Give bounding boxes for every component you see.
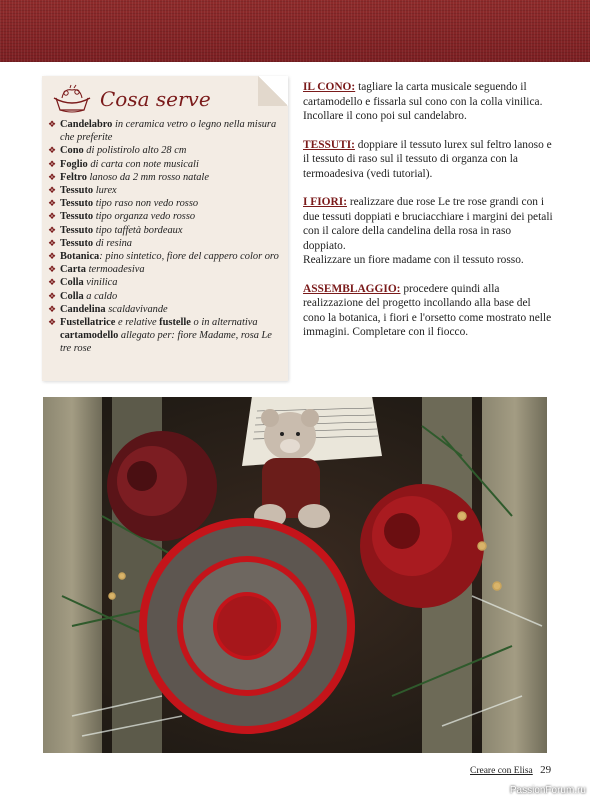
material-name: Feltro — [60, 171, 87, 183]
instruction-heading: TESSUTI: — [303, 138, 355, 151]
material-detail: allegato per: fiore Madame, rosa Le tre rose — [60, 330, 272, 355]
material-name: Tessuto — [60, 211, 94, 223]
instruction-text: doppiare il tessuto lurex sul feltro lanoso e il tessuto di raso sul il tessuto di organza con la termoadesiva (vedi tutorial). — [303, 138, 552, 180]
material-name: Fustellatrice — [60, 317, 116, 329]
instruction-text: Incollare il cono poi sul candelabro. — [303, 110, 467, 122]
material-item — [48, 250, 284, 263]
instructions — [303, 80, 555, 354]
instruction-text: tagliare la carta musicale seguendo il cartamodello e fissarla sul cono con la colla vinilica. — [303, 81, 543, 108]
materials-note — [42, 76, 288, 381]
material-detail: vinilica — [83, 277, 118, 289]
material-detail: in ceramica vetro o legno nella misura che preferite — [60, 119, 277, 144]
material-item — [48, 118, 284, 144]
instruction-text: realizzare due rose Le tre rose grandi con i due tessuti doppiati e bruciacchiare i margini dei petali con il calore della candelina della rosa in raso doppiato. — [303, 196, 553, 252]
material-item — [48, 197, 284, 210]
material-detail: di resina — [93, 237, 132, 249]
instruction-heading: ASSEMBLAGGIO: — [303, 282, 401, 295]
material-item — [48, 171, 284, 184]
basket-icon — [50, 84, 94, 114]
material-name: Tessuto — [60, 185, 94, 197]
material-detail: scaldavivande — [105, 303, 168, 315]
lurex-flower — [139, 518, 355, 734]
material-item — [48, 303, 284, 316]
material-item — [48, 237, 284, 250]
page-number: 29 — [540, 764, 552, 776]
material-detail: tipo organza vedo rosso — [93, 211, 196, 223]
materials-list — [48, 118, 284, 356]
page-footer — [470, 764, 551, 776]
watermark: PassionForum.ru — [509, 785, 586, 796]
material-item — [48, 290, 284, 303]
material-name: Cono — [60, 145, 84, 157]
instruction-paragraph — [303, 80, 555, 124]
material-detail: : pino sintetico, fiore del cappero color oro — [99, 251, 279, 263]
burgundy-rose-left — [107, 431, 217, 541]
material-name: Tessuto — [60, 224, 94, 236]
materials-header — [50, 82, 211, 116]
instruction-paragraph — [303, 138, 555, 182]
instruction-paragraph — [303, 282, 555, 340]
material-name: Colla — [60, 277, 84, 289]
instruction-text: Realizzare un fiore madame con il tessuto rosso. — [303, 254, 524, 266]
project-photo — [42, 396, 548, 754]
materials-title: Cosa serve — [100, 87, 211, 111]
magazine-name: Creare con Elisa — [470, 766, 533, 776]
material-detail: e relative — [115, 317, 160, 329]
header-fabric-band — [0, 0, 590, 62]
material-item — [48, 263, 284, 276]
material-item — [48, 224, 284, 237]
material-item — [48, 276, 284, 289]
material-name: fustelle — [159, 317, 191, 329]
material-detail: a caldo — [83, 290, 118, 302]
instruction-paragraph — [303, 195, 555, 268]
material-detail: lanoso da 2 mm rosso natale — [86, 171, 209, 183]
material-name: Colla — [60, 290, 84, 302]
material-detail: di polistirolo alto 28 cm — [83, 145, 187, 157]
instruction-text: procedere quindi alla realizzazione del progetto incollando alla base del cono la botanica, i fiori e l'orsetto come mostrato nelle immagini. Completare con il fiocco. — [303, 282, 552, 338]
material-detail: tipo taffetà bordeaux — [93, 224, 183, 236]
material-name: Candelina — [60, 303, 106, 315]
material-item — [48, 144, 284, 157]
material-name: Tessuto — [60, 198, 94, 210]
material-item — [48, 316, 284, 356]
material-detail: termoadesiva — [85, 264, 145, 276]
instruction-heading: I FIORI: — [303, 196, 347, 208]
material-name: Candelabro — [60, 119, 113, 130]
material-detail: di carta con note musicali — [87, 158, 199, 170]
material-detail: lurex — [93, 185, 117, 197]
material-name: Tessuto — [60, 237, 94, 249]
material-name: Carta — [60, 264, 86, 276]
material-name: Foglio — [60, 158, 88, 170]
instruction-heading: IL CONO: — [303, 81, 356, 93]
material-name: Botanica — [60, 251, 100, 263]
red-rose-right — [360, 484, 484, 608]
material-detail: tipo raso non vedo rosso — [93, 198, 199, 210]
material-detail: o in alternativa — [190, 317, 258, 329]
material-name: cartamodello — [60, 330, 119, 342]
material-item — [48, 210, 284, 223]
material-item — [48, 184, 284, 197]
material-item — [48, 158, 284, 171]
